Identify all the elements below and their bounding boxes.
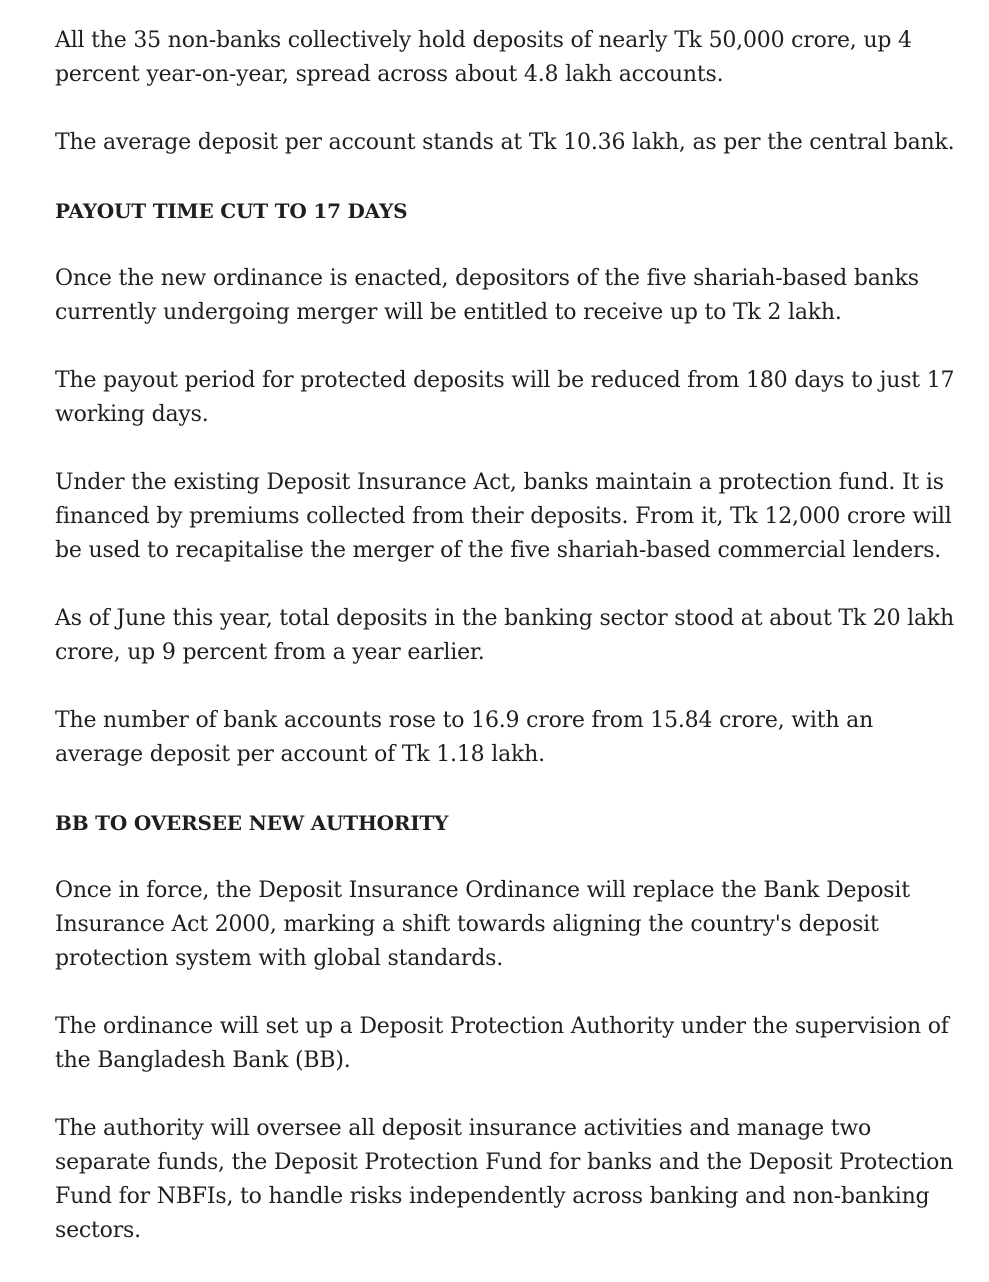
paragraph-payout-period: The payout period for protected deposits will be reduced from 180 days to just 17 working days. [55,368,955,427]
paragraph-authority-funds: The authority will oversee all deposit insurance activities and manage two separate funds, the Deposit Protection Fund for banks and the Deposit Protection Fund for NBFIs, to handle risks independently across banking and non-banking sectors. [55,1116,954,1243]
subheading-bb-oversee: BB TO OVERSEE NEW AUTHORITY [55,811,449,835]
paragraph-nonbank-deposits: All the 35 non-banks collectively hold deposits of nearly Tk 50,000 crore, up 4 percent year-on-year, spread across about 4.8 lakh accounts. [55,28,912,87]
paragraph-total-deposits: As of June this year, total deposits in the banking sector stood at about Tk 20 lakh crore, up 9 percent from a year earlier. [55,606,955,665]
paragraph-average-deposit: The average deposit per account stands at Tk 10.36 lakh, as per the central bank. [55,130,955,155]
subheading-payout-time: PAYOUT TIME CUT TO 17 DAYS [55,199,408,223]
paragraph-protection-authority: The ordinance will set up a Deposit Protection Authority under the supervision of the Bangladesh Bank (BB). [55,1014,949,1073]
paragraph-ordinance-entitlement: Once the new ordinance is enacted, depositors of the five shariah-based banks currently undergoing merger will be entitled to receive up to Tk 2 lakh. [55,266,919,325]
paragraph-ordinance-replace: Once in force, the Deposit Insurance Ordinance will replace the Bank Deposit Insurance Act 2000, marking a shift towards aligning the country's deposit protection system with global standards. [55,878,910,971]
paragraph-protection-fund: Under the existing Deposit Insurance Act, banks maintain a protection fund. It is financed by premiums collected from their deposits. From it, Tk 12,000 crore will be used to recapitalise the merger of the five shariah-based commercial lenders. [55,470,952,563]
paragraph-bank-accounts: The number of bank accounts rose to 16.9 crore from 15.84 crore, with an average deposit per account of Tk 1.18 lakh. [55,708,874,767]
article-body [55,24,955,1282]
